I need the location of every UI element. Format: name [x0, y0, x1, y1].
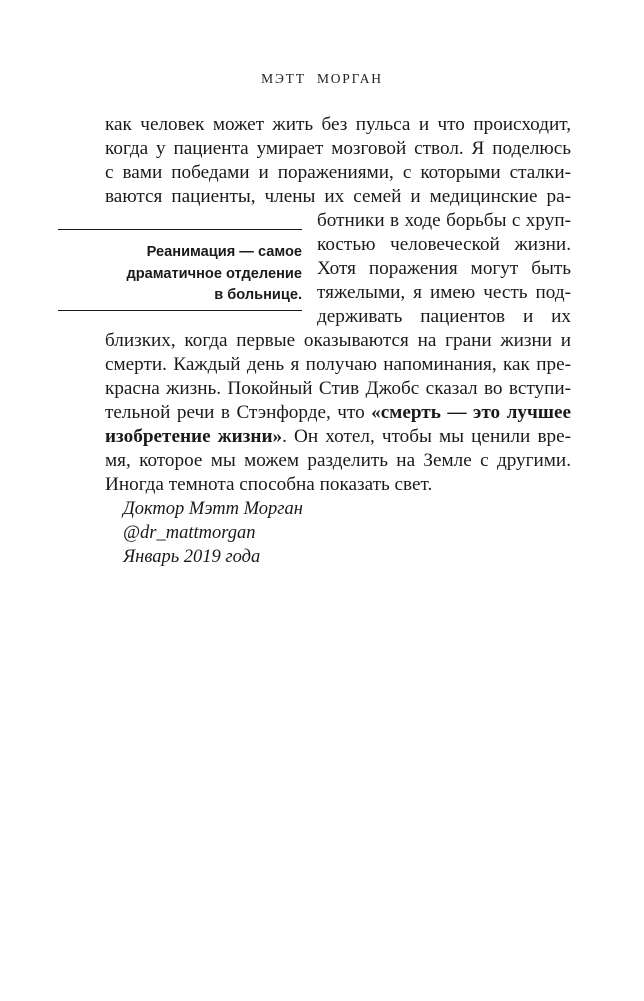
- body-line-15: мя, которое мы можем разделить на Земле с другими.: [105, 450, 571, 471]
- body-line-16: Иногда темнота способна показать свет.: [105, 474, 433, 495]
- body-line-12: красна жизнь. Покойный Стив Джобс сказал во вступи-: [105, 378, 571, 399]
- body-line-13-text: тельной речи в Стэнфорде, что: [105, 402, 372, 423]
- signature-handle: @dr_mattmorgan: [123, 523, 256, 543]
- body-line-2: когда у пациента умирает мозговой ствол. Я поделюсь: [105, 138, 571, 159]
- body-line-13: [105, 401, 571, 425]
- body-line-14-text: . Он хотел, чтобы мы ценили вре-: [282, 426, 571, 447]
- signature-name: Доктор Мэтт Морган: [123, 499, 303, 519]
- body-line-3: с вами победами и поражениями, с которыми сталки-: [105, 162, 571, 183]
- body-line-6: костью человеческой жизни.: [317, 234, 571, 255]
- pull-quote-line-2: драматичное отделение: [126, 265, 302, 282]
- body-line-1: как человек может жить без пульса и что происходит,: [105, 114, 571, 135]
- pull-quote-line-3: в больнице.: [214, 287, 302, 303]
- body-line-11: смерти. Каждый день я получаю напоминания, как пре-: [105, 354, 571, 375]
- pull-quote-top-rule: [58, 229, 302, 230]
- body-line-9: держивать пациентов и их: [317, 306, 571, 327]
- jobs-quote-part-1: «смерть — это лучшее: [371, 402, 571, 423]
- pull-quote-bottom-rule: [58, 310, 302, 311]
- body-line-4: ваются пациенты, члены их семей и медицинские ра-: [105, 186, 571, 207]
- body-line-7: Хотя поражения могут быть: [317, 258, 571, 279]
- body-line-14: [105, 425, 571, 449]
- pull-quote: [58, 242, 302, 307]
- body-line-5: ботники в ходе борьбы с хруп-: [317, 210, 571, 231]
- pull-quote-line-1: Реанимация — самое: [146, 244, 302, 260]
- body-line-8: тяжелыми, я имею честь под-: [317, 282, 571, 303]
- running-head: МЭТТ МОРГАН: [261, 71, 383, 86]
- signature-date: Январь 2019 года: [123, 547, 261, 567]
- body-line-10: близких, когда первые оказываются на грани жизни и: [105, 330, 571, 351]
- jobs-quote-part-2: изобретение жизни»: [105, 426, 283, 447]
